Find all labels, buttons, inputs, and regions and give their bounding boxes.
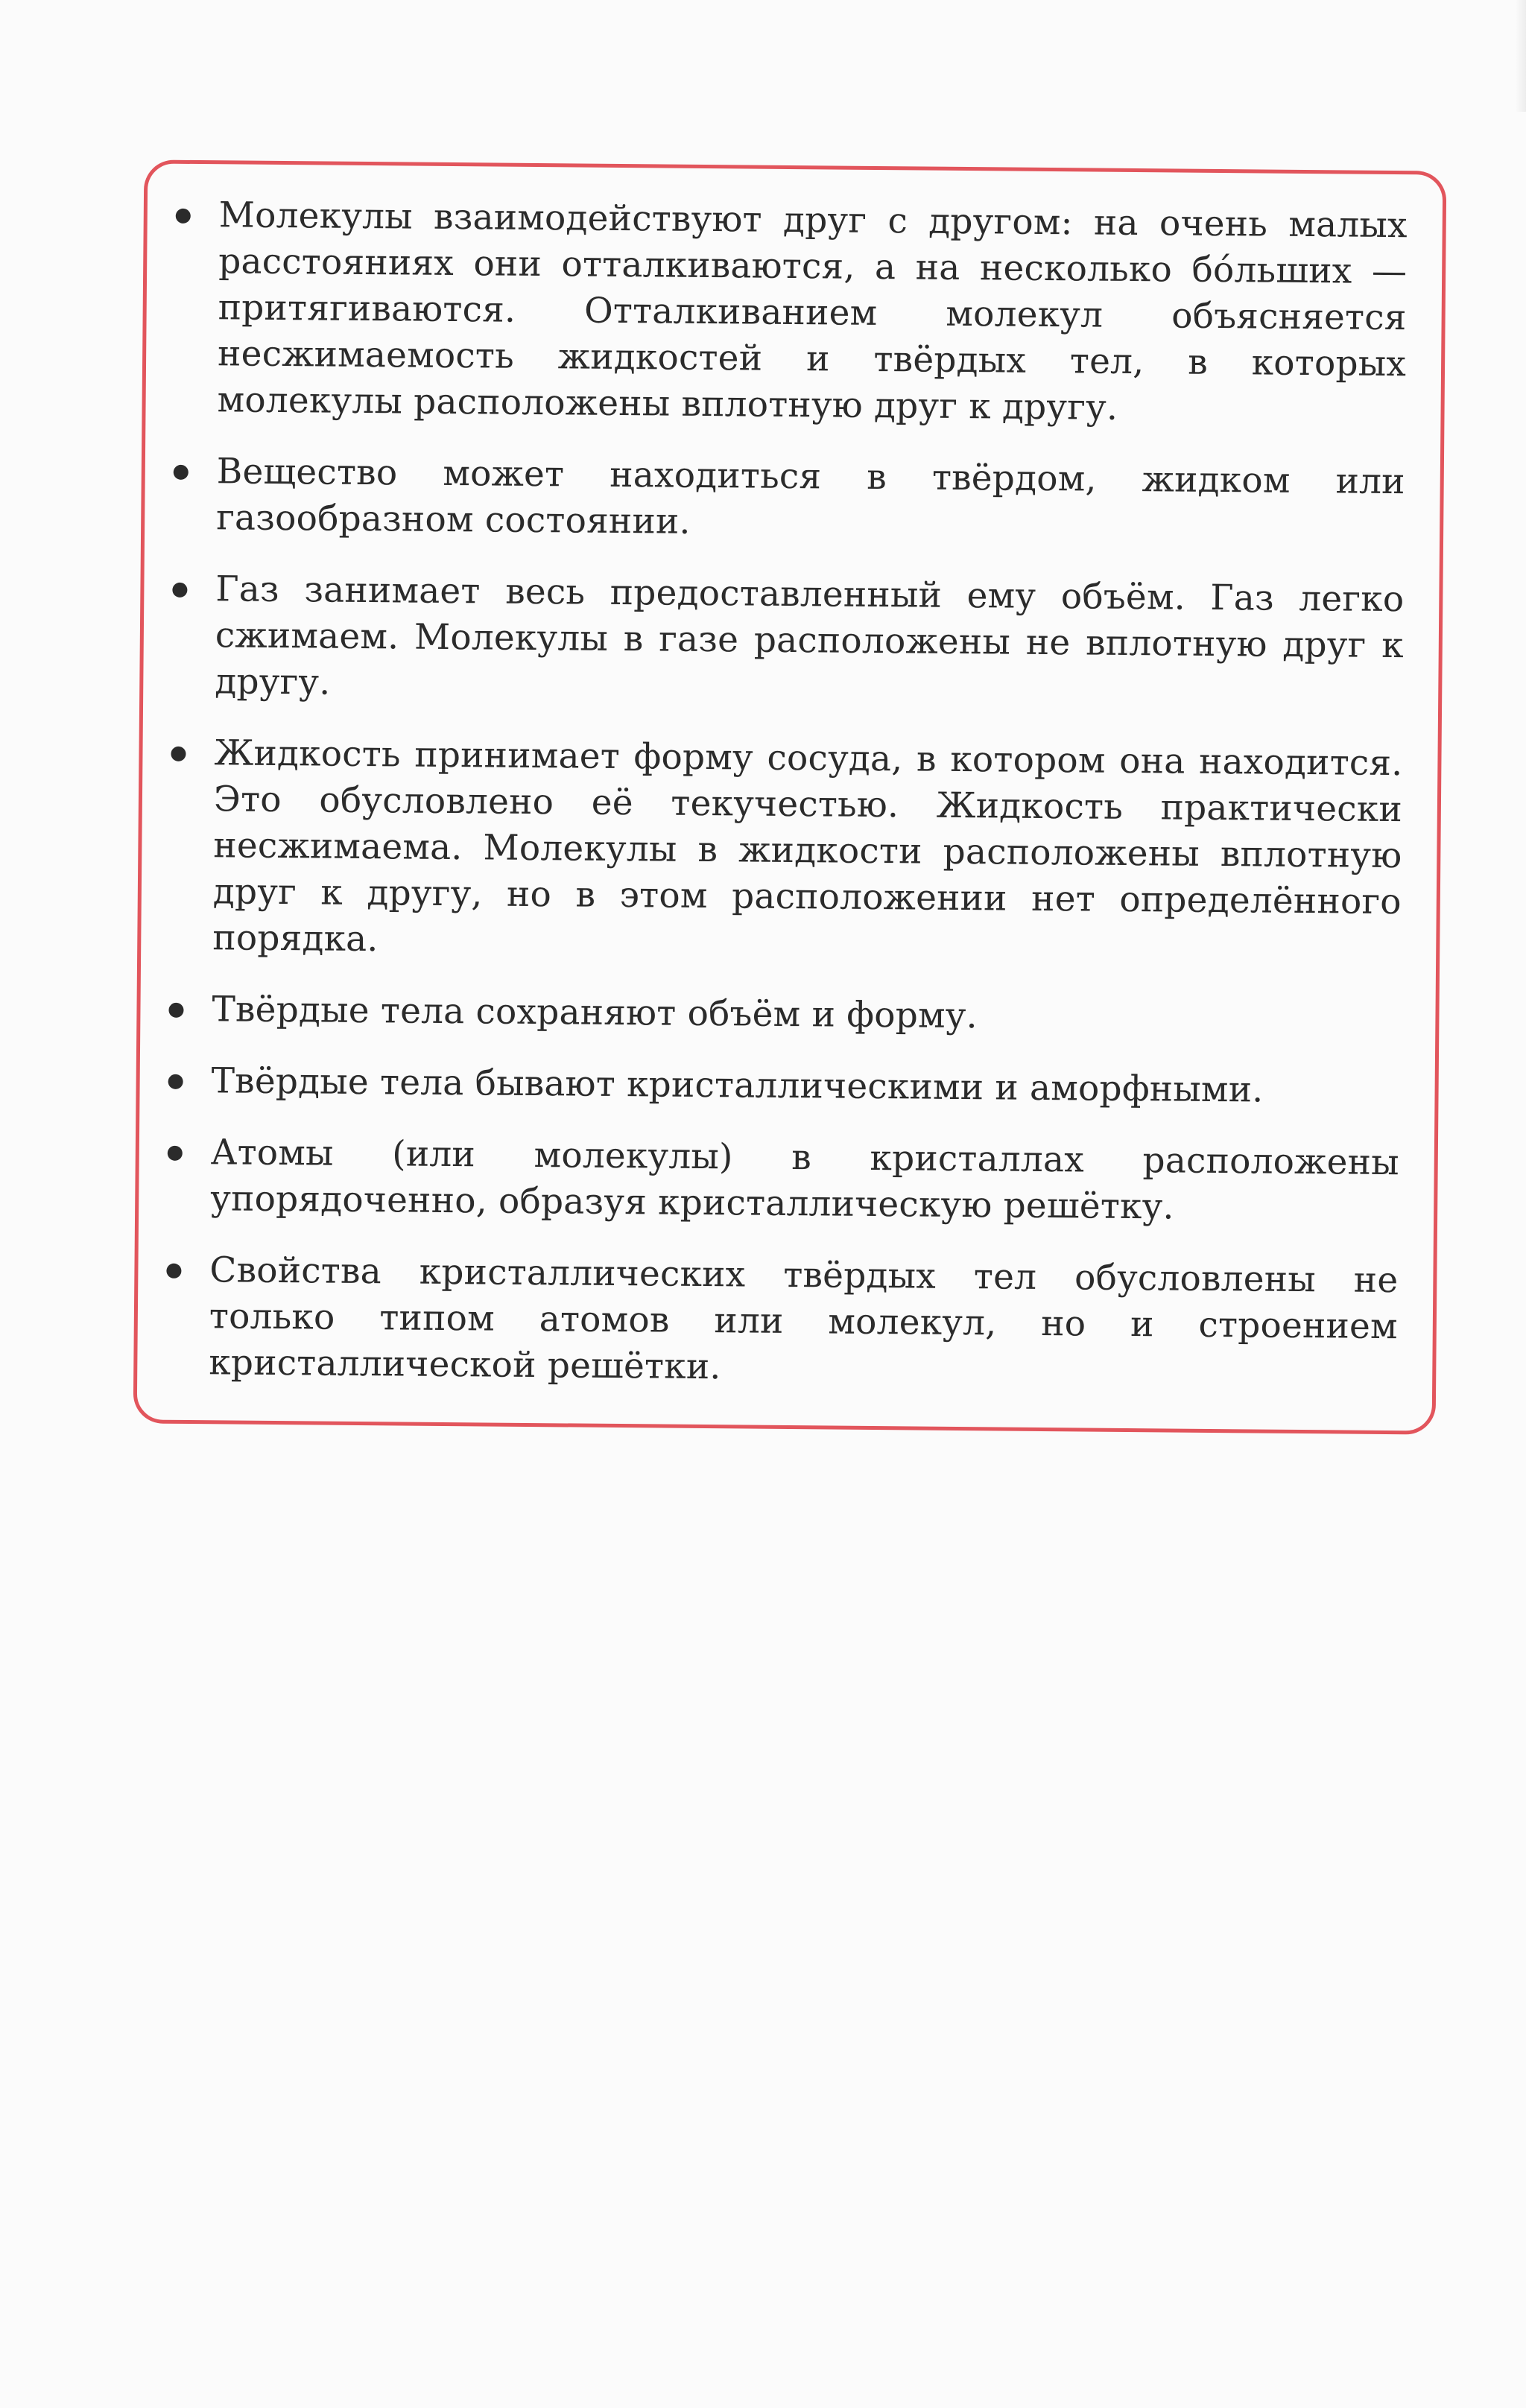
list-item-text: Твёрдые тела бывают кристаллическими и аморфными. [211, 1060, 1264, 1111]
bullet-icon [168, 1003, 183, 1018]
list-item-text: Вещество может находиться в твёрдом, жидком или газообразном состоянии. [216, 451, 1405, 542]
list-item [216, 449, 1405, 551]
list-item [211, 1058, 1399, 1115]
list-item [212, 986, 1400, 1043]
list-item [210, 1129, 1399, 1232]
bullet-icon [168, 1074, 183, 1089]
list-item-text: Жидкость принимает форму сосуда, в котором она находится. Это обусловлено её текучестью. Жидкость практически несжимаема. Молекулы в жидкости расположены вплотную друг к другу, но в этом расположении нет определённого порядка. [212, 732, 1403, 960]
bullet-icon [174, 465, 189, 480]
list-item [212, 730, 1403, 972]
bullet-icon [166, 1264, 181, 1279]
page-edge-shadow [1516, 0, 1526, 112]
list-item [209, 1247, 1399, 1396]
list-item-text: Молекулы взаимодействуют друг с другом: на очень малых расстояниях они отталкиваются, а на несколько бо́льших — притягиваются. Отталкиванием молекул объясняется несжимаемость жидкостей и твёрдых тел, в которых молекулы расположены вплотную друг к другу. [217, 194, 1408, 428]
bullet-icon [171, 747, 186, 761]
list-item-text: Атомы (или молекулы) в кристаллах расположены упорядоченно, образуя кристаллическую решётку. [210, 1132, 1399, 1228]
list-item-text: Газ занимает весь предоставленный ему объём. Газ легко сжимаем. Молекулы в газе расположены не вплотную друг к другу. [215, 568, 1405, 703]
list-item [215, 566, 1405, 715]
list-item [217, 192, 1408, 434]
bullet-icon [168, 1146, 183, 1161]
summary-box [133, 159, 1447, 1434]
list-item-text: Твёрдые тела сохраняют объём и форму. [212, 989, 978, 1037]
bullet-icon [172, 583, 187, 598]
summary-list [209, 192, 1408, 1396]
list-item-text: Свойства кристаллических твёрдых тел обусловлены не только типом атомов или молекул, но и строением кристаллической решётки. [209, 1249, 1399, 1388]
bullet-icon [176, 209, 191, 224]
